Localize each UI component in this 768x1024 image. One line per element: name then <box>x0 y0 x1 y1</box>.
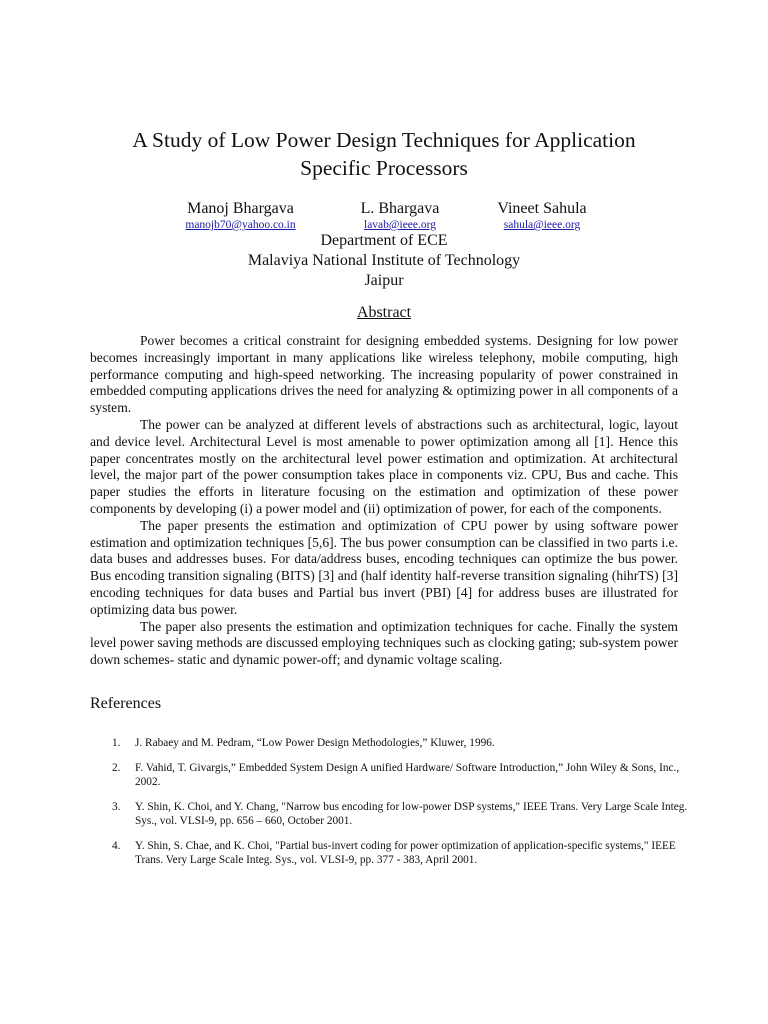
abstract-heading: Abstract <box>356 304 412 321</box>
paper-title <box>60 126 708 182</box>
title-line-2: Specific Processors <box>300 156 468 180</box>
affiliation-institute: Malaviya National Institute of Technology <box>247 252 521 269</box>
reference-number: 4. <box>112 840 121 852</box>
abstract-paragraph: The paper presents the estimation and optimization of CPU power by using software power estimation and optimization techniques [5,6]. The bus power consumption can be classified in two parts i.e. data buses and addresses buses. For data/address buses, encoding techniques can optimize the bus power. Bus encoding transition signaling (BITS) [3] and (half identity half-reverse transition signaling (hihrTS) [3] encoding techniques for data buses and Partial bus invert (PBI) [4] for address buses are illustrated for optimizing data bus power. <box>90 517 678 617</box>
reference-text: F. Vahid, T. Givargis,” Embedded System Design A unified Hardware/ Software Introduction,” John Wiley & Sons, Inc., 2002. <box>135 762 680 788</box>
author-name: Vineet Sahula <box>497 200 587 217</box>
author-vineet-sahula <box>478 199 606 232</box>
author-name: Manoj Bhargava <box>187 200 294 217</box>
author-email-link[interactable]: lavab@ieee.org <box>364 219 436 231</box>
reference-list <box>90 736 690 878</box>
abstract-paragraph: Power becomes a critical constraint for designing embedded systems. Designing for low power becomes increasingly important in many applications like wireless telephony, mobile computing, high performance computing and high-speed networking. The increasing popularity of power constrained in embedded computing applications drives the need for analyzing & optimizing power in all components of a system. <box>90 333 678 416</box>
reference-item <box>90 800 690 828</box>
affiliation-city: Jaipur <box>364 272 404 289</box>
affiliation-department: Department of ECE <box>320 232 448 249</box>
reference-number: 2. <box>112 762 121 774</box>
reference-item <box>90 761 690 789</box>
reference-number: 3. <box>112 801 121 813</box>
abstract-paragraph: The paper also presents the estimation and optimization techniques for cache. Finally the system level power saving methods are discussed employing techniques such as clocking gating; sub-system power down schemes- static and dynamic power-off; and dynamic voltage scaling. <box>90 618 678 668</box>
reference-item <box>90 736 690 750</box>
abstract-body <box>90 333 678 669</box>
reference-number: 1. <box>112 737 121 749</box>
reference-text: J. Rabaey and M. Pedram, “Low Power Design Methodologies,” Kluwer, 1996. <box>135 737 495 749</box>
author-l-bhargava <box>340 199 460 232</box>
author-email-link[interactable]: manojb70@yahoo.co.in <box>185 219 296 231</box>
references-heading: References <box>90 695 162 712</box>
title-line-1: A Study of Low Power Design Techniques for Application <box>132 128 636 152</box>
reference-text: Y. Shin, K. Choi, and Y. Chang, "Narrow bus encoding for low-power DSP systems," IEEE Trans. Very Large Scale Integ. Sys., vol. VLSI-9, pp. 656 – 660, October 2001. <box>135 801 688 827</box>
reference-item <box>90 839 690 867</box>
author-name: L. Bhargava <box>360 200 440 217</box>
author-email-link[interactable]: sahula@ieee.org <box>503 219 581 231</box>
author-manoj-bhargava <box>168 199 313 232</box>
abstract-paragraph: The power can be analyzed at different levels of abstractions such as architectural, logic, layout and device level. Architectural Level is most amenable to power optimization among all [1]. Hence this paper concentrates mostly on the architectural level power estimation and optimization. At architectural level, the major part of the power consumption takes place in components viz. CPU, Bus and cache. This paper studies the efforts in literature focusing on the estimation and optimization of these power components by developing (i) a power model and (ii) optimization of power, for each of the components. <box>90 416 678 516</box>
reference-text: Y. Shin, S. Chae, and K. Choi, "Partial bus-invert coding for power optimization of application-specific systems," IEEE Trans. Very Large Scale Integ. Sys., vol. VLSI-9, pp. 377 - 383, April 2001. <box>135 840 676 866</box>
